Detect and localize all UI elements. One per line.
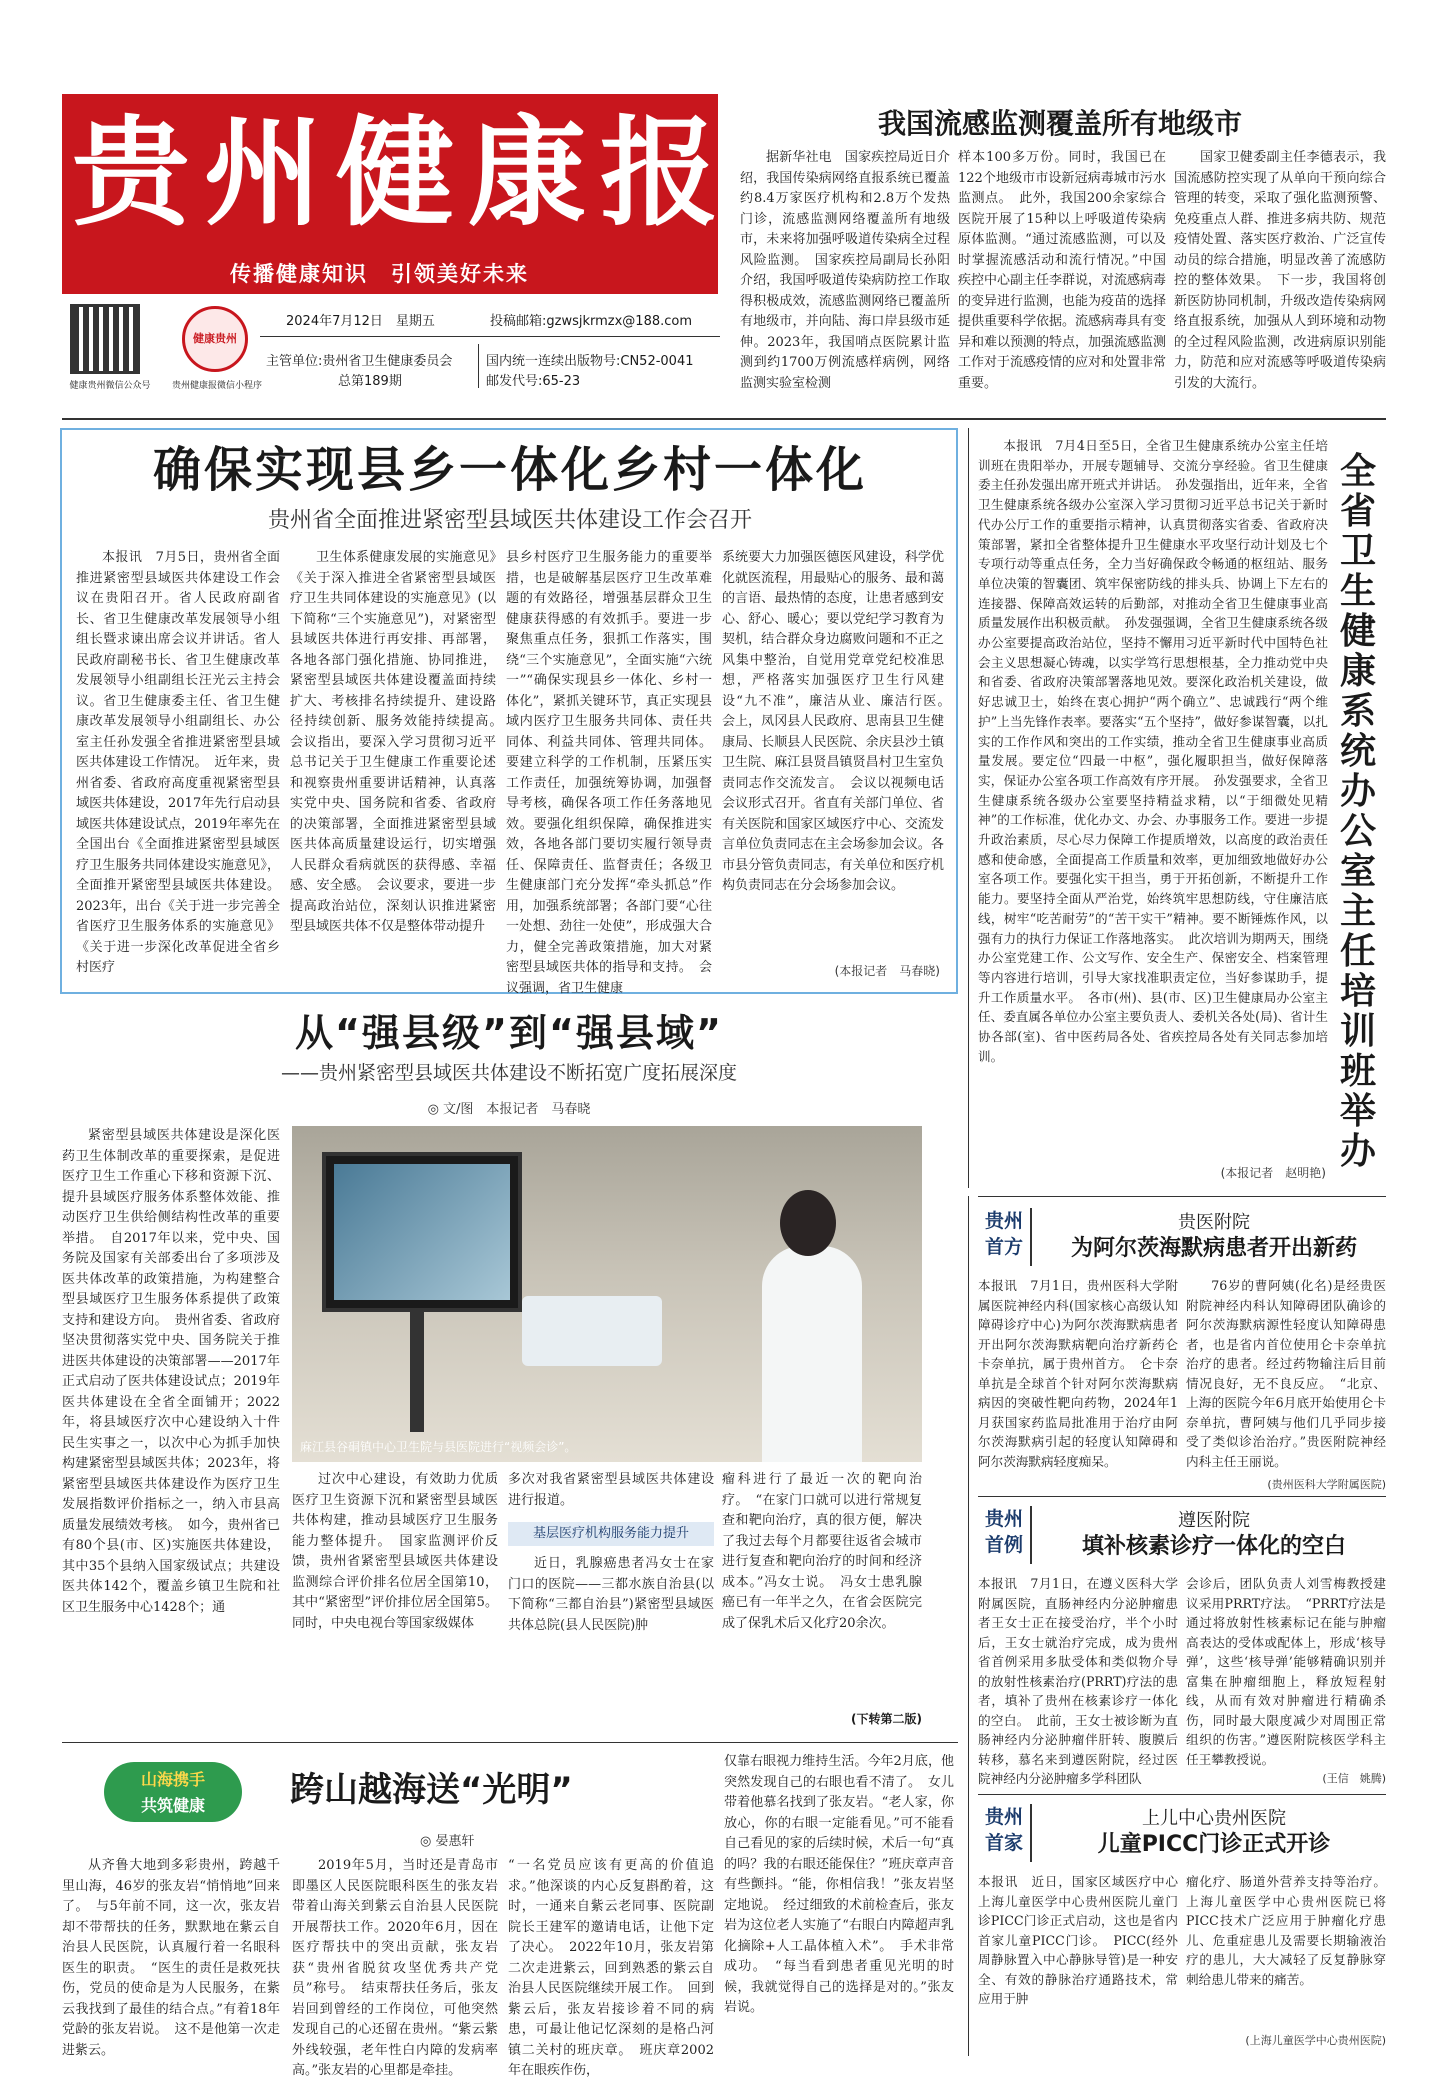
light-col-1: 从齐鲁大地到多彩贵州，跨越千里山海，46岁的张友岩“悄悄地”回来了。 与5年前不同，这一次，张友岩却不带帮扶的任务，默默地在紫云自治县人民医院，认真履行着一名眼科医生的职责。 “医生的责任是救死扶伤，党员的使命是为人民服务，在紫云我找到了最佳的结合点。”有着18年党龄的张友岩说。 这不是他第一次走进紫云。 [62,1858,280,2058]
county-col-2: 过次中心建设，有效助力优质医疗卫生资源下沉和紧密型县域医共体构建，推动县域医疗卫生服务能力整体提升。 国家监测评价反馈，贵州省紧密型县域医共体建设监测综合评价排名位居全国第10，其中“紧密型”评价排位居全国第5。同时，中央电视台等国家级媒体 [292,1472,498,1631]
qr-code-1-label: 健康贵州微信公众号 [69,381,151,391]
photo-doctor-head [780,1190,836,1256]
picc-col-2: 瘤化疗、肠道外营养支持等治疗。上海儿童医学中心贵州医院已将PICC技术广泛应用于肿瘤化疗患儿、危重症患儿及需要长期输液治疗的患儿，大大减轻了反复静脉穿刺给患儿带来的痛苦。 [1186,1874,1386,1987]
lead-col-2: 卫生体系健康发展的实施意见》《关于深入推进全省紧密型县域医疗卫生共同体建设的实施意见》(以下简称“三个实施意见”)，对紧密型县域医共体进行再安排、再部署，各地各部门强化措施、协同推进，紧密型县域医共体建设覆盖面持续扩大、考核排名持续提升、建设路径持续创新、服务效能持续提高。 会议指出，要深入学习贯彻习近平总书记关于卫生健康工作重要论述和视察贵州重要讲话精神，认真落实党中央、国务院和省委、省政府的决策部署，全面推进紧密型县域医共体高质量建设运行，切实增强人民群众看病就医的获得感、幸福感、安全感。 会议要求，要进一步提高政治站位，深刻认识推进紧密型县域医共体不仅是整体带动提升 [290,550,510,934]
light-col-4: 仅靠右眼视力维持生活。今年2月底，他突然发现自己的右眼也看不清了。 女儿带着他慕名找到了张友岩。“老人家，你放心，你的右眼一定能看见。”可不能看自己看见的家的后续时候，术后一句“真的吗？我的右眼还能保住？”班庆章声音有些颤抖。“能，你相信我！”张友岩坚定地说。 经过细致的术前检查后，张友岩为这位老人实施了“右眼白内障超声乳化摘除+人工晶体植入术”。 手术非常成功。 “每当看到患者重见光明的时候，我就觉得自己的选择是对的。”张友岩说。 [724,1754,954,2015]
training-byline: (本报记者 赵明艳) [1220,1166,1326,1180]
postal-code: 邮发代号:65-23 [486,374,581,389]
county-col-1: 紧密型县域医共体建设是深化医药卫生体制改革的重要探索，是促进医疗卫生工作重心下移和资源下沉、提升县域医疗服务体系整体效能、推动医疗卫生供给侧结构性改革的重要举措。 自2017年以来，党中央、国务院及国家有关部委出台了多项涉及医共体改革的政策措施，为构建整合型县域医疗卫生服务体系提供了政策支持和建设方向。 贵州省委、省政府坚决贯彻落实党中央、国务院关于推进医共体建设的决策部署——2017年正式启动了医共体建设试点；2019年医共体建设在全省全面铺开；2022年，将县域医疗次中心建设纳入十件民生实事之一，以次中心为抓手加快构建紧密型县域医共体；2023年，将紧密型县域医共体建设作为医疗卫生发展指数评价指标之一，纳入市县高质量发展绩效考核。 如今，贵州省已有80个县(市、区)实施医共体建设，其中35个县纳入国家级试点；共建设医共体142个，覆盖乡镇卫生院和社区卫生服务中心1428个；通 [62,1128,280,1615]
training-body: 本报讯 7月4日至5日，全省卫生健康系统办公室主任培训班在贵阳举办，开展专题辅导、交流分享经验。省卫生健康委主任孙发强出席开班式并讲话。 孙发强指出，近年来，全省卫生健康系统各级办公室深入学习贯彻习近平总书记关于新时代办公厅工作的重要指示精神，认真贯彻落实省委、省政府决策部署，紧扣全省整体提升卫生健康水平攻坚行动计划及七个专项行动等重点任务，全力当好确保政令畅通的枢纽站、服务单位决策的智囊团、筑牢保密防线的排头兵、协调上下左右的连接器、保障高效运转的后勤部，对推动全省卫生健康事业高质量发展作出积极贡献。 孙发强强调，全省卫生健康系统各级办公室要提高政治站位，坚持不懈用习近平新时代中国特色社会主义思想凝心铸魂，以实学笃行思想根基，全力推动党中央和省委、省政府决策部署落地见效。要深化政治机关建设，做好忠诚卫士，始终在衷心拥护“两个确立”、忠诚践行“两个维护”上当先锋作表率。要落实“五个坚持”，做好参谋智囊，以扎实的工作作风和突出的工作实绩，推动全省卫生健康事业高质量发展。要定位“四最一中枢”，强化履职担当，做好保障落实，保证办公室各项工作高效有序开展。 孙发强要求，全省卫生健康系统各级办公室要坚持精益求精，以“于细微处见精神”的工作标准，优化办文、办会、办事服务工作。要进一步提升政治素质，尽心尽力保障工作提质增效，以高度的政治责任感和使命感，全面提高工作质量和效率，更加细致地做好办公室各项工作。要强化实干担当，勇于开拓创新，不断提升工作能力。要坚持全面从严治党，始终筑牢思想防线，守住廉洁底线，树牢“吃苦耐劳”的“苦干实干”精神。要不断锤炼作风，以强有力的执行力保证工作落地落实。 此次培训为期两天，围绕办公室党建工作、公文写作、安全生产、保密安全、档案管理等内容进行培训，引导大家找准职责定位，当好参谋助手，提升工作质量水平。 各市(州)、县(市、区)卫生健康局办公室主任、委直属各单位办公室主要负责人、委机关各处(局)、省计生协各部(室)、省中医药局各处、省疾控局各处有关同志参加培训。 [978,438,1328,1064]
lead-col-4: 系统要大力加强医德医风建设，科学优化就医流程，用最贴心的服务、最和蔼的言语、最热情的态度，让患者感到安心、舒心、暖心；要以党纪学习教育为契机，结合群众身边腐败问题和不正之风集中整治，自觉用党章党纪校准思想，严格落实加强医疗卫生行风建设“九不准”，廉洁从业、廉洁行医。 会上，凤冈县人民政府、思南县卫生健康局、长顺县人民医院、余庆县沙土镇卫生院、麻江县贤昌镇贤昌村卫生室负责同志作交流发言。 会议以视频电话会议形式召开。省直有关部门单位、省有关医院和国家区域医疗中心、交流发言单位负责同志在主会场参加会议。各市县分管负责同志，有关单位和医疗机构负责同志在分会场参加会议。 [722,550,958,893]
alz-col-2: 76岁的曹阿姨(化名)是经贵医附院神经内科认知障碍团队确诊的阿尔茨海默病源性轻度认知障碍患者，也是省内首位使用仑卡奈单抗治疗的患者。经过药物输注后目前情况良好，无不良反应。 “北京、上海的医院今年6月底开始使用仑卡奈单抗，曹阿姨与他们几乎同步接受了类似诊治治疗。”贵医附院神经内科主任王丽说。 [1186,1278,1386,1469]
bottom-right-divider [968,1196,969,2056]
county-photo-caption: 麻江县谷硐镇中心卫生院与县医院进行“视频会诊”。 [300,1440,577,1454]
photo-tv-screen [322,1152,522,1312]
top-rule [62,418,1386,420]
picc-title-2: 儿童PICC门诊正式开诊 [1097,1832,1331,1857]
prrt-title: 填补核素诊疗一体化的空白 [1081,1534,1346,1559]
masthead-title: 贵州健康报 [72,103,733,242]
training-title: 全省卫生健康系统办公室主任培训班举办 [1339,451,1376,1172]
alz-col-1: 本报讯 7月1日，贵州医科大学附属医院神经内科(国家核心高级认知障碍诊疗中心)为阿尔茨海默病患者开出阿尔茨海默病靶向治疗新药仑卡奈单抗，属于贵州首方。 仑卡奈单抗是全球首个针对阿尔茨海默病病因的突破性靶向药物，2024年1月获国家药监局批准用于治疗由阿尔茨海默病引起的轻度认知障碍和阿尔茨海默病轻度痴呆。 [978,1278,1178,1469]
light-byline: ◎ 晏惠轩 [420,1834,475,1849]
masthead-rule-1 [260,336,720,337]
county-photo [292,1126,922,1462]
flu-col-1: 据新华社电 国家疾控局近日介绍，我国传染病网络直报系统已覆盖约8.4万家医疗机构和2.8万个发热门诊，流感监测网络覆盖所有地级市，未来将加强呼吸道传染病全过程风险监测。 国家疾控局副局长孙阳介绍，我国呼吸道传染病防控工作取得积极成效，流感监测网络已覆盖所有地级市，并向陆、海口岸县级市延伸。2023年，我国哨点医院累计监测到约1700万例流感样病例，网络监测实验室检测 [740,150,950,391]
issue-number: 总第189期 [338,374,402,389]
lead-byline: (本报记者 马春晓) [834,964,940,978]
picc-tag-1: 贵州 [984,1806,1023,1828]
alz-title: 为阿尔茨海默病患者开出新药 [1070,1236,1357,1261]
photo-tv-stand [410,1312,424,1432]
qr-code-2-label: 贵州健康报微信小程序 [171,381,262,391]
light-badge-2: 共筑健康 [140,1796,205,1815]
light-col-2: 2019年5月，当时还是青岛市即墨区人民医院眼科医生的张友岩带着山海关到紫云自治县人民医院开展帮扶工作。2020年6月，因在医疗帮扶中的突出贡献，张友岩获“贵州省脱贫攻坚优秀共产党员”称号。 结束帮扶任务后，张友岩回到曾经的工作岗位，可他突然发现自己的心还留在贵州。“紫云紫外线较强，老年性白内障的发病率高。”张友岩的心里都是牵挂。 [292,1858,498,2078]
flu-col-2: 样本100多万份。同时，我国已在122个地级市市设新冠病毒城市污水监测点。 此外，我国200余家综合医院开展了15种以上呼吸道传染病原体监测。“通过流感监测，可以及时掌握流感活动和流行情况。”中国疾控中心副主任李群说，对流感病毒的变异进行监测，也能为疫苗的选择提供重要科学依据。流感病毒具有变异和难以预测的特点，加强流感监测工作对于流感疫情的应对和处置非常重要。 [958,150,1167,391]
lead-col-3: 县乡村医疗卫生服务能力的重要举措，也是破解基层医疗卫生改革难题的有效路径，增强基层群众卫生健康获得感的有效抓手。要进一步聚焦重点任务，狠抓工作落实，围绕“三个实施意见”，全面实施“六统一”“确保实现县乡一体化、乡村一体化”，紧抓关键环节，真正实现县域内医疗卫生服务共同体、责任共同体、利益共同体、管理共同体。要建立科学的工作机制，压紧压实工作责任，加强统筹协调，加强督导考核，确保各项工作任务落地见效。要强化组织保障，确保推进实效，各地各部门要切实履行领导责任、保障责任、监督责任；各级卫生健康部门充分发挥“牵头抓总”作用，加强系统部署；各部门要“心往一处想、劲往一处使”，形成强大合力，健全完善政策措施，加大对紧密型县域医共体的指导和支持。 会议强调，省卫生健康 [506,550,712,996]
issue-date: 2024年7月12日 星期五 [286,314,435,329]
bottom-rule [62,1742,958,1743]
flu-col-3: 国家卫健委副主任李德表示，我国流感防控实现了从单向干预向综合管理的转变，采取了强化监测预警、免疫重点人群、推进多病共防、规范疫情处置、落实医疗救治、广泛宣传动员的综合措施，明显改善了流感防控的整体效果。 下一步，我国将创新医防协同机制，升级改造传染病网络直报系统，加强从人到环境和动物的全过程风险监测，改进病原识别能力，防范和应对流感等呼吸道传染病引发的大流行。 [1174,150,1386,391]
county-col-4: 瘤科进行了最近一次的靶向治疗。 “在家门口就可以进行常规复查和靶向治疗，真的很方便，解决了我过去每个月都要往返省会城市进行复查和靶向治疗的时间和经济成本。”冯女士说。 冯女士患乳腺癌已有一年半之久，在省会医院完成了保乳术后又化疗20余次。 [722,1472,922,1631]
prrt-rule [978,1496,1386,1497]
alz-byline: (贵州医科大学附属医院) [1267,1478,1386,1491]
county-subhead: 基层医疗机构服务能力提升 [508,1522,714,1546]
picc-tag-2: 首家 [984,1832,1023,1854]
alz-rule [978,1196,1386,1197]
lead-subtitle: 贵州省全面推进紧密型县域医共体建设工作会召开 [267,508,752,533]
prrt-col-1: 本报讯 7月1日，在遵义医科大学附属医院，直肠神经内分泌肿瘤患者王女士正在接受治疗，半个小时后，王女士就治疗完成，成为贵州省首例采用多肽受体和类似物介导的放射性核素治疗(PRRT)疗法的患者，填补了贵州在核素诊疗一体化的空白。 此前，王女士被诊断为直肠神经内分泌肿瘤伴肝转、腹膜后转移，慕名来到遵医附院，经过医院神经内分泌肿瘤多学科团队 [978,1576,1178,1786]
alz-tag-1: 贵州 [984,1210,1023,1232]
masthead-slogan: 传播健康知识 引领美好未来 [230,262,529,286]
prrt-byline: (王信 姚腾) [1322,1772,1386,1785]
county-col-3: 多次对我省紧密型县域医共体建设进行报道。 [508,1472,714,1508]
alz-tag-2: 首方 [984,1236,1023,1258]
picc-tag [978,1804,1032,1862]
prrt-tag-1: 贵州 [984,1508,1023,1530]
prrt-tag [978,1506,1032,1564]
health-badge-text: 健康贵州 [193,332,237,345]
light-badge [104,1762,242,1822]
prrt-tag-2: 首例 [984,1534,1023,1556]
right-column-divider [968,428,969,1188]
county-col-3b: 近日，乳腺癌患者冯女士在家门口的医院——三都水族自治县(以下简称“三都自治县”)紧密型县域医共体总院(县人民医院)肿 [508,1556,714,1633]
photo-doctor [762,1246,862,1462]
submit-email: 投稿邮箱:gzwsjkrmzx@188.com [490,314,693,329]
light-col-3: “一名党员应该有更高的价值追求。”他深谈的内心反复斟酌着，这时，一通来自紫云老同事、医院副院长王建军的邀请电话，让他下定了决心。 2022年10月，张友岩第二次走进紫云，回到熟悉的紫云自治县人民医院继续开展工作。 回到紫云后，张友岩接诊着不同的病患，可最让他记忆深刻的是格凸河镇二关村的班庆章。 班庆章2002年在眼疾作伤， [508,1858,714,2078]
alz-tag [978,1208,1032,1266]
prrt-hospital: 遵医附院 [1178,1510,1250,1531]
light-badge-1: 山海携手 [140,1770,205,1789]
county-turn: (下转第二版) [851,1712,922,1726]
alz-hospital: 贵医附院 [1178,1212,1250,1233]
picc-byline: (上海儿童医学中心贵州医院) [1245,2034,1386,2047]
qr-code-1 [70,304,140,374]
county-subtitle: ——贵州紧密型县域医共体建设不断拓宽广度拓展深度 [280,1062,737,1084]
county-byline: ◎ 文/图 本报记者 马春晓 [427,1102,591,1117]
flu-title: 我国流感监测覆盖所有地级市 [877,107,1242,140]
prrt-col-2: 会诊后，团队负责人刘雪梅教授建议采用PRRT疗法。 “PRRT疗法是通过将放射性核素标记在能与肿瘤高表达的受体或配体上，形成‘核导弹’，这些‘核导弹’能够精确识别并富集在肿瘤细胞上，释放短程射线，从而有效对肿瘤进行精确杀伤，同时最大限度减少对周围正常组织的伤害。”遵医附院核医学科主任王攀教授说。 [1186,1576,1386,1767]
lead-col-1: 本报讯 7月5日，贵州省全面推进紧密型县域医共体建设工作会议在贵阳召开。省人民政府副省长、省卫生健康改革发展领导小组组长暨求谏出席会议并讲话。省人民政府副秘书长、省卫生健康改革发展领导小组副组长汪光云主持会议。省卫生健康委主任、省卫生健康改革发展领导小组副组长、办公室主任孙发强全省推进紧密型县域医共体建设工作情况。 近年来，贵州省委、省政府高度重视紧密型县域医共体建设，2017年先行启动县域医共体建设试点，2019年率先在全国出台《全面推进紧密型县域医疗卫生服务共同体建设实施意见》，全面推开紧密型县域医共体建设。2023年，出台《关于进一步完善全省医疗卫生服务体系的实施意见》《关于进一步深化改革促进全省乡村医疗 [76,550,280,975]
health-badge-icon [182,306,248,372]
picc-rule [978,1794,1386,1795]
light-title: 跨山越海送“光明” [290,1770,573,1810]
county-title: 从“强县级”到“强县域” [295,1011,723,1055]
masthead-divider [478,344,479,388]
sponsor: 主管单位:贵州省卫生健康委员会 [266,354,453,369]
photo-bed [522,1296,662,1366]
cn-number: 国内统一连续出版物号:CN52-0041 [486,354,694,369]
picc-title-1: 上儿中心贵州医院 [1142,1808,1286,1829]
picc-col-1: 本报讯 近日，国家区域医疗中心上海儿童医学中心贵州医院儿童门诊PICC门诊正式启动，这也是省内首家儿童PICC门诊。 PICC(经外周静脉置入中心静脉导管)是一种安全、有效的静脉治疗通路技术，常应用于肿 [978,1874,1178,2006]
lead-title: 确保实现县乡一体化乡村一体化 [152,442,867,498]
